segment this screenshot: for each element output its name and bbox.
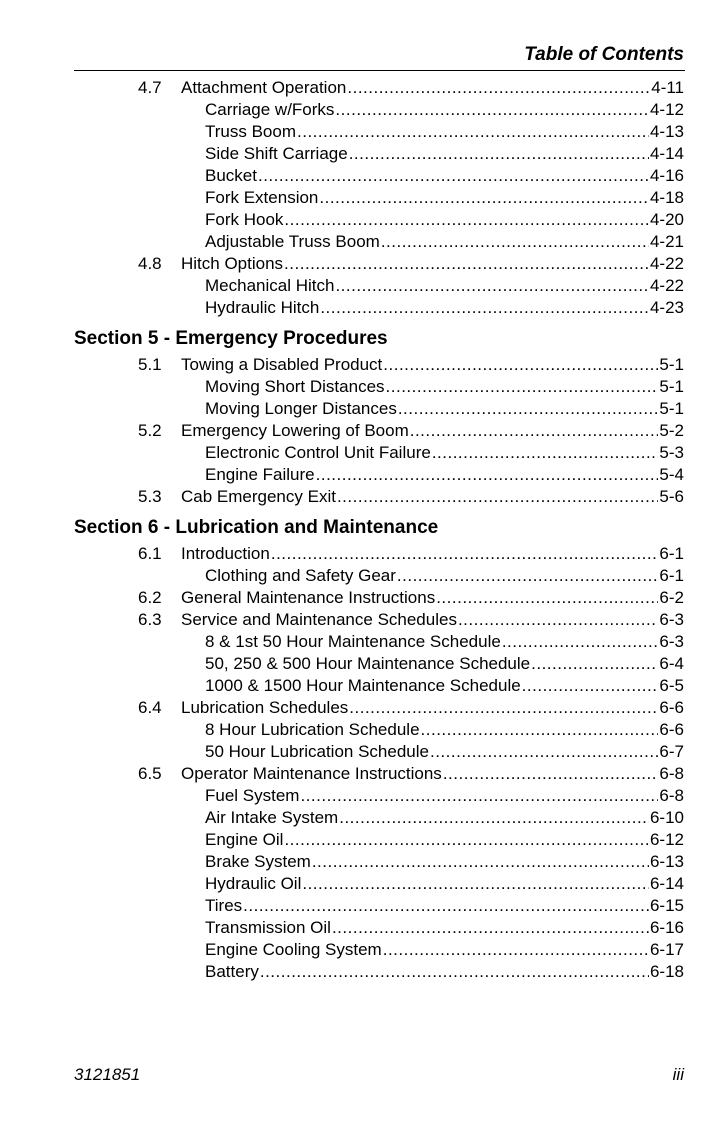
toc-subentry[interactable] — [0, 829, 725, 851]
toc-title: Engine Oil — [205, 830, 284, 849]
toc-page: 4-23 — [649, 298, 684, 317]
toc-page: 6-6 — [659, 698, 684, 717]
dot-leader — [432, 442, 659, 464]
toc-page: 6-8 — [659, 764, 684, 783]
toc-title: 1000 & 1500 Hour Maintenance Schedule — [205, 676, 521, 695]
toc-number: 5.2 — [138, 421, 162, 440]
dot-leader — [316, 464, 659, 486]
toc-page: 6-17 — [649, 940, 684, 959]
dot-leader — [421, 719, 659, 741]
dot-leader — [443, 763, 659, 785]
toc-number: 5.1 — [138, 355, 162, 374]
toc-subentry[interactable] — [0, 143, 725, 165]
toc-number: 6.3 — [138, 610, 162, 629]
dot-leader — [337, 486, 658, 508]
dot-leader — [349, 143, 649, 165]
header-rule — [74, 70, 685, 71]
dot-leader — [383, 354, 658, 376]
toc-entry-5-3[interactable] — [0, 486, 725, 508]
toc-number: 4.8 — [138, 254, 162, 273]
toc-title: Moving Longer Distances — [205, 399, 397, 418]
toc-page: 5-2 — [659, 421, 684, 440]
toc-page: 5-4 — [659, 465, 684, 484]
toc-page: 4-20 — [649, 210, 684, 229]
dot-leader — [320, 297, 649, 319]
toc-title: Electronic Control Unit Failure — [205, 443, 431, 462]
toc-page: 6-7 — [659, 742, 684, 761]
toc-entry-4-8[interactable] — [0, 253, 725, 275]
toc-subentry[interactable] — [0, 895, 725, 917]
toc-title: Emergency Lowering of Boom — [181, 421, 409, 440]
toc-page: 6-5 — [659, 676, 684, 695]
toc-title: Adjustable Truss Boom — [205, 232, 380, 251]
dot-leader — [458, 609, 658, 631]
dot-leader — [398, 398, 659, 420]
toc-title: Truss Boom — [205, 122, 297, 141]
toc-title: 8 & 1st 50 Hour Maintenance Schedule — [205, 632, 501, 651]
toc-title: Bucket — [205, 166, 257, 185]
dot-leader — [430, 741, 658, 763]
toc-subentry[interactable] — [0, 961, 725, 983]
toc-page: 4-12 — [649, 100, 684, 119]
toc-title: Side Shift Carriage — [205, 144, 348, 163]
dot-leader — [381, 231, 649, 253]
toc-page: 6-3 — [659, 610, 684, 629]
toc-subentry[interactable] — [0, 741, 725, 763]
toc-page: 6-8 — [659, 786, 684, 805]
toc-title: Hydraulic Oil — [205, 874, 302, 893]
toc-number: 6.4 — [138, 698, 162, 717]
toc-title: Fork Extension — [205, 188, 319, 207]
dot-leader — [260, 961, 649, 983]
toc-entry-6-3[interactable] — [0, 609, 725, 631]
toc-page: 6-16 — [649, 918, 684, 937]
toc-title: Cab Emergency Exit — [181, 487, 336, 506]
dot-leader — [386, 376, 659, 398]
dot-leader — [300, 785, 658, 807]
toc-page: 4-21 — [649, 232, 684, 251]
toc-subentry[interactable] — [0, 807, 725, 829]
toc-entry-5-2[interactable] — [0, 420, 725, 442]
toc-page: 6-2 — [659, 588, 684, 607]
toc-page: 4-11 — [651, 78, 684, 97]
toc-subentry[interactable] — [0, 297, 725, 319]
toc-number: 6.2 — [138, 588, 162, 607]
toc-title: Introduction — [181, 544, 270, 563]
dot-leader — [297, 121, 649, 143]
toc-subentry[interactable] — [0, 565, 725, 587]
toc-title: Tires — [205, 896, 243, 915]
toc-subentry[interactable] — [0, 121, 725, 143]
toc-number: 6.5 — [138, 764, 162, 783]
toc-subentry[interactable] — [0, 275, 725, 297]
dot-leader — [335, 99, 649, 121]
toc-subentry[interactable] — [0, 464, 725, 486]
toc-page: 5-3 — [659, 443, 684, 462]
dot-leader — [335, 275, 649, 297]
dot-leader — [410, 420, 659, 442]
toc-entry-6-4[interactable] — [0, 697, 725, 719]
toc-title: Clothing and Safety Gear — [205, 566, 396, 585]
section-heading-6[interactable]: Section 6 - Lubrication and Maintenance — [74, 517, 439, 538]
toc-title: Hydraulic Hitch — [205, 298, 320, 317]
toc-subentry[interactable] — [0, 939, 725, 961]
toc-page: 5-6 — [659, 487, 684, 506]
toc-page: 6-6 — [659, 720, 684, 739]
section-heading-5[interactable]: Section 5 - Emergency Procedures — [74, 328, 388, 349]
toc-subentry[interactable] — [0, 675, 725, 697]
toc-page: 4-16 — [649, 166, 684, 185]
dot-leader — [271, 543, 659, 565]
toc-page: 5-1 — [659, 377, 684, 396]
dot-leader — [383, 939, 649, 961]
toc-title: Lubrication Schedules — [181, 698, 349, 717]
toc-page: 6-18 — [649, 962, 684, 981]
toc-page: 5-1 — [659, 355, 684, 374]
dot-leader — [302, 873, 649, 895]
dot-leader — [522, 675, 659, 697]
toc-subentry[interactable] — [0, 719, 725, 741]
toc-subentry[interactable] — [0, 785, 725, 807]
toc-title: 50, 250 & 500 Hour Maintenance Schedule — [205, 654, 531, 673]
toc-entry-6-5[interactable] — [0, 763, 725, 785]
toc-page: 6-3 — [659, 632, 684, 651]
toc-title: Mechanical Hitch — [205, 276, 335, 295]
toc-page: 6-1 — [659, 544, 684, 563]
toc-number: 6.1 — [138, 544, 162, 563]
toc-subentry[interactable] — [0, 631, 725, 653]
toc-page: 5-1 — [659, 399, 684, 418]
toc-subentry[interactable] — [0, 376, 725, 398]
table-of-contents — [0, 77, 725, 983]
toc-entry-6-1[interactable] — [0, 543, 725, 565]
dot-leader — [502, 631, 659, 653]
toc-subentry[interactable] — [0, 851, 725, 873]
dot-leader — [284, 253, 649, 275]
toc-title: Moving Short Distances — [205, 377, 385, 396]
toc-page: 6-4 — [659, 654, 684, 673]
toc-page: 4-18 — [649, 188, 684, 207]
dot-leader — [312, 851, 649, 873]
toc-entry-6-2[interactable] — [0, 587, 725, 609]
toc-page: 6-13 — [649, 852, 684, 871]
toc-subentry[interactable] — [0, 873, 725, 895]
toc-subentry[interactable] — [0, 99, 725, 121]
toc-title: Attachment Operation — [181, 78, 347, 97]
toc-subentry[interactable] — [0, 209, 725, 231]
toc-title: Service and Maintenance Schedules — [181, 610, 457, 629]
toc-page: 4-22 — [649, 276, 684, 295]
toc-title: Operator Maintenance Instructions — [181, 764, 442, 783]
dot-leader — [319, 187, 649, 209]
toc-page: 4-14 — [649, 144, 684, 163]
dot-leader — [347, 77, 650, 99]
footer-doc-number: 3121851 — [74, 1065, 141, 1084]
toc-subentry[interactable] — [0, 231, 725, 253]
dot-leader — [436, 587, 658, 609]
toc-page: 6-1 — [659, 566, 684, 585]
dot-leader — [397, 565, 659, 587]
toc-subentry[interactable] — [0, 187, 725, 209]
toc-title: Engine Failure — [205, 465, 315, 484]
toc-title: Hitch Options — [181, 254, 284, 273]
toc-title: Fuel System — [205, 786, 300, 805]
toc-page: 6-12 — [649, 830, 684, 849]
dot-leader — [349, 697, 658, 719]
toc-page: 6-14 — [649, 874, 684, 893]
toc-title: Air Intake System — [205, 808, 339, 827]
toc-title: Engine Cooling System — [205, 940, 382, 959]
toc-title: Towing a Disabled Product — [181, 355, 383, 374]
toc-title: Transmission Oil — [205, 918, 331, 937]
dot-leader — [339, 807, 649, 829]
toc-subentry[interactable] — [0, 398, 725, 420]
toc-entry-5-1[interactable] — [0, 354, 725, 376]
toc-title: Fork Hook — [205, 210, 284, 229]
toc-title: Carriage w/Forks — [205, 100, 335, 119]
dot-leader — [332, 917, 649, 939]
toc-number: 5.3 — [138, 487, 162, 506]
dot-leader — [531, 653, 658, 675]
toc-title: Brake System — [205, 852, 311, 871]
toc-subentry[interactable] — [0, 917, 725, 939]
toc-subentry[interactable] — [0, 165, 725, 187]
toc-page: 4-22 — [649, 254, 684, 273]
toc-title: General Maintenance Instructions — [181, 588, 436, 607]
page-header-title: Table of Contents — [524, 44, 684, 65]
toc-title: 50 Hour Lubrication Schedule — [205, 742, 429, 761]
toc-page: 6-10 — [649, 808, 684, 827]
toc-title: 8 Hour Lubrication Schedule — [205, 720, 420, 739]
toc-number: 4.7 — [138, 78, 162, 97]
toc-title: Battery — [205, 962, 259, 981]
dot-leader — [258, 165, 649, 187]
dot-leader — [284, 829, 649, 851]
dot-leader — [284, 209, 649, 231]
toc-page: 6-15 — [649, 896, 684, 915]
toc-entry-4-7[interactable] — [0, 77, 725, 99]
footer-page-number: iii — [672, 1065, 684, 1084]
toc-page: 4-13 — [649, 122, 684, 141]
toc-subentry[interactable] — [0, 653, 725, 675]
toc-subentry[interactable] — [0, 442, 725, 464]
dot-leader — [243, 895, 649, 917]
